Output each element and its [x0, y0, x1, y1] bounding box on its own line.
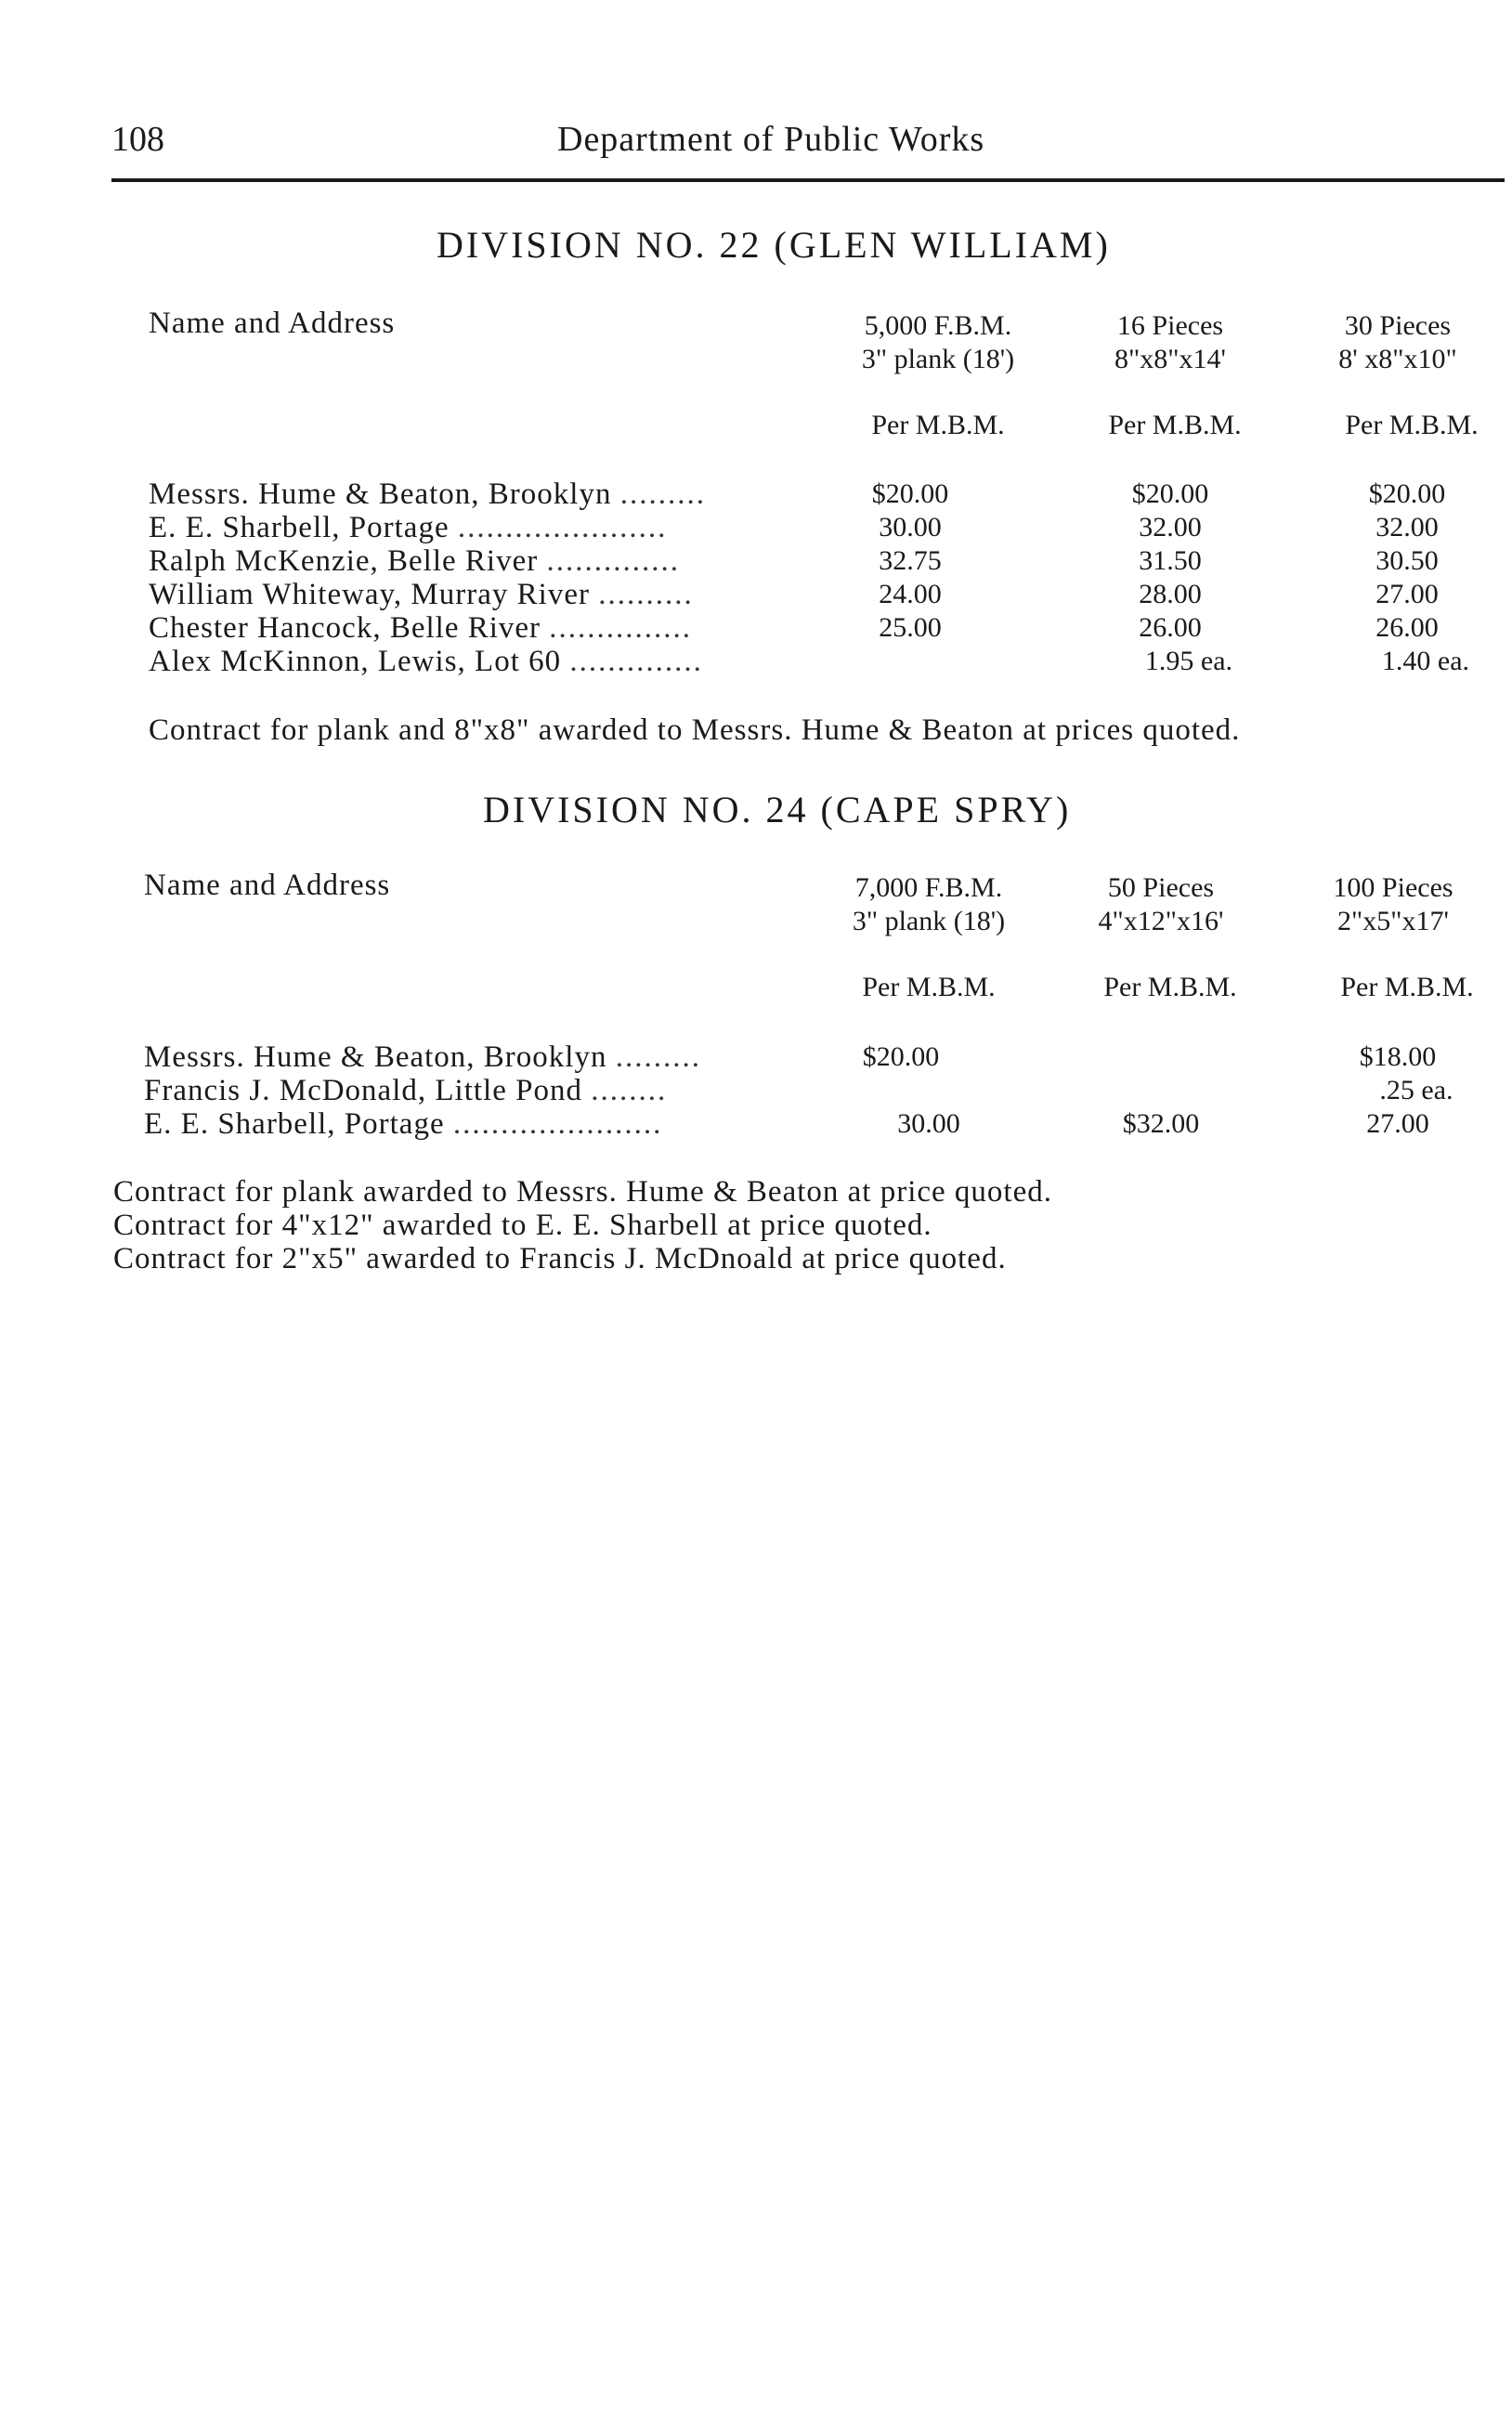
row-value-col3: 27.00 — [1366, 1108, 1429, 1139]
d24-col3-line2: 2"x5"x17' — [1337, 906, 1449, 936]
row-value-col3: 27.00 — [1375, 579, 1439, 609]
d24-col2-line1: 50 Pieces — [1107, 872, 1215, 903]
d24-name-header: Name and Address — [144, 869, 391, 902]
row-name: Francis J. McDonald, Little Pond ........ — [144, 1074, 668, 1107]
d22-col3-unit: Per M.B.M. — [1345, 410, 1479, 440]
row-name: Messrs. Hume & Beaton, Brooklyn ......... — [144, 1040, 701, 1074]
row-value-col3: $18.00 — [1359, 1041, 1437, 1072]
d22-col2-line1: 16 Pieces — [1116, 310, 1224, 341]
row-value-col2: $20.00 — [1131, 478, 1209, 509]
row-value-col2: 32.00 — [1139, 512, 1202, 543]
row-value-col3: 26.00 — [1375, 612, 1439, 643]
row-value-col2: $32.00 — [1122, 1108, 1200, 1139]
header-rule — [111, 178, 1505, 182]
d24-col1-line2: 3" plank (18') — [852, 906, 1006, 936]
d22-col2-header — [1059, 309, 1282, 376]
page-header — [111, 119, 1505, 165]
d22-col1-header — [827, 309, 1049, 376]
row-value-col1: 30.00 — [879, 512, 942, 543]
row-value-col2: 28.00 — [1139, 579, 1202, 609]
row-name: Chester Hancock, Belle River ............... — [149, 611, 693, 645]
row-value-col3: 32.00 — [1375, 512, 1439, 543]
row-name: E. E. Sharbell, Portage ...................... — [144, 1107, 663, 1141]
row-value-col3: 1.40 ea. — [1381, 646, 1470, 676]
row-name: Alex McKinnon, Lewis, Lot 60 .............. — [149, 645, 703, 678]
row-value-col2: 26.00 — [1139, 612, 1202, 643]
row-value-col1: 32.75 — [879, 545, 942, 576]
row-name: Ralph McKenzie, Belle River .............. — [149, 544, 680, 578]
d24-contract-note-3: Contract for 2"x5" awarded to Francis J. McDnoald at price quoted. — [113, 1242, 1007, 1275]
d22-col2-unit: Per M.B.M. — [1108, 410, 1242, 440]
d22-contract-note: Contract for plank and 8"x8" awarded to Messrs. Hume & Beaton at prices quoted. — [149, 713, 1241, 747]
row-value-col1: 30.00 — [897, 1108, 960, 1139]
d22-col1-line2: 3" plank (18') — [861, 344, 1015, 374]
d22-col3-header — [1286, 309, 1509, 376]
d24-col2-line2: 4"x12"x16' — [1098, 906, 1224, 936]
d24-col1-line1: 7,000 F.B.M. — [854, 872, 1003, 903]
d24-contract-note-2: Contract for 4"x12" awarded to E. E. Sharbell at price quoted. — [113, 1209, 932, 1242]
d24-col2-unit: Per M.B.M. — [1103, 972, 1237, 1002]
row-value-col2: 1.95 ea. — [1144, 646, 1233, 676]
row-value-col1: $20.00 — [862, 1041, 940, 1072]
row-name: E. E. Sharbell, Portage ...................... — [149, 511, 668, 544]
row-value-col2: 31.50 — [1139, 545, 1202, 576]
d22-col3-line1: 30 Pieces — [1344, 310, 1452, 341]
row-value-col3: $20.00 — [1368, 478, 1446, 509]
d22-col2-line2: 8"x8"x14' — [1114, 344, 1226, 374]
row-value-col1: $20.00 — [871, 478, 949, 509]
d24-col1-unit: Per M.B.M. — [862, 972, 996, 1002]
row-value-col1: 24.00 — [879, 579, 942, 609]
row-name: Messrs. Hume & Beaton, Brooklyn ......... — [149, 477, 706, 511]
d24-col3-unit: Per M.B.M. — [1340, 972, 1474, 1002]
d24-col3-header — [1282, 871, 1505, 938]
division-24-title: DIVISION NO. 24 (CAPE SPRY) — [483, 789, 1072, 830]
running-head: Department of Public Works — [557, 120, 985, 159]
page-number: 108 — [111, 120, 164, 159]
row-value-col3: .25 ea. — [1379, 1075, 1453, 1105]
d24-col1-header — [817, 871, 1040, 938]
division-22-title: DIVISION NO. 22 (GLEN WILLIAM) — [437, 224, 1111, 266]
d22-col3-line2: 8' x8"x10" — [1338, 344, 1457, 374]
d24-contract-note-1: Contract for plank awarded to Messrs. Hume & Beaton at price quoted. — [113, 1175, 1052, 1209]
d22-name-header: Name and Address — [149, 307, 396, 340]
d24-col3-line1: 100 Pieces — [1333, 872, 1453, 903]
d22-col1-line1: 5,000 F.B.M. — [864, 310, 1012, 341]
row-name: William Whiteway, Murray River .......... — [149, 578, 694, 611]
d24-col2-header — [1049, 871, 1272, 938]
d22-col1-unit: Per M.B.M. — [871, 410, 1005, 440]
row-value-col1: 25.00 — [879, 612, 942, 643]
row-value-col3: 30.50 — [1375, 545, 1439, 576]
